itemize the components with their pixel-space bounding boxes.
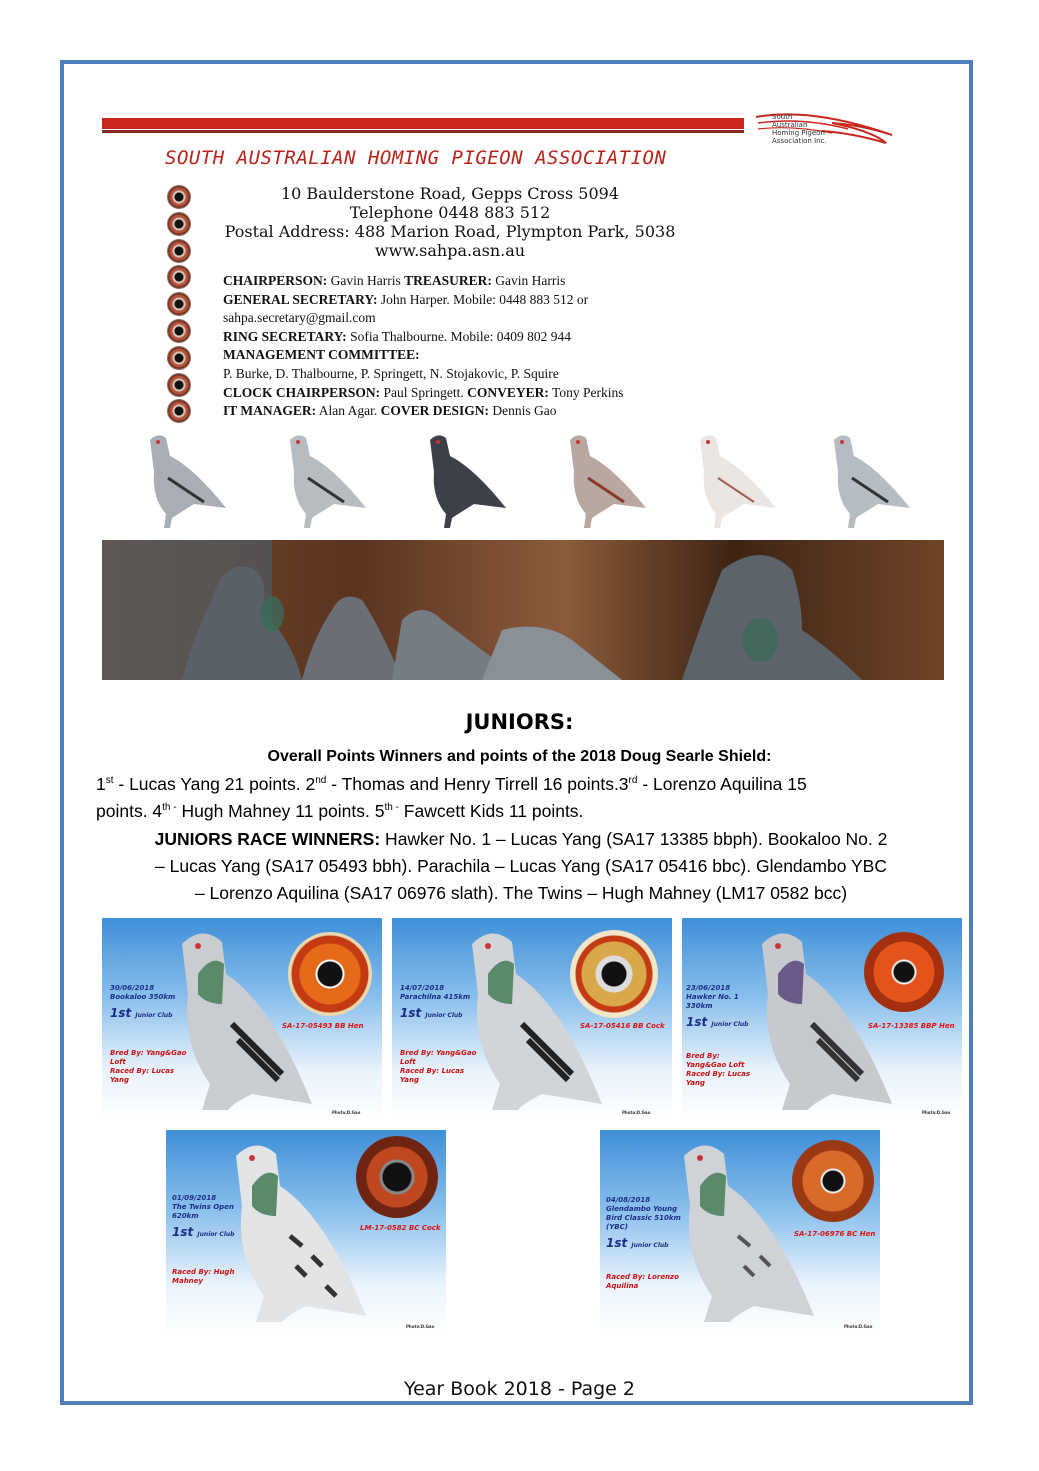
loft-photo — [102, 540, 944, 680]
pigeon-eye-closeup — [288, 932, 372, 1016]
pigeon-eye-icon — [168, 293, 190, 315]
winner-card-3 — [682, 918, 962, 1120]
ring-number: SA-17-05416 BB Cock — [580, 1022, 665, 1030]
winner-card-4 — [166, 1130, 446, 1334]
pigeon-eye-icon — [168, 186, 190, 208]
pigeon-image — [684, 428, 784, 532]
card-caption: 14/07/2018 Parachilna 415km 1st Junior Club Bred By: Yang&Gao Loft Raced By: Lucas Yang — [400, 984, 477, 1084]
address-line: 10 Baulderstone Road, Gepps Cross 5094 — [280, 184, 620, 203]
card-caption: 01/09/2018 The Twins Open 620km 1st Junior Club Raced By: Hugh Mahney — [172, 1194, 235, 1285]
mgmt-members: P. Burke, D. Thalbourne, P. Springett, N. Stojakovic, P. Squire — [223, 365, 559, 381]
card-caption: 23/06/2018 Hawker No. 1 330km 1st Junior Club Bred By: Yang&Gao Loft Raced By: Lucas Yang — [686, 984, 751, 1087]
mgmt-label: MANAGEMENT COMMITTEE: — [223, 347, 420, 363]
card-caption: 30/06/2018 Bookaloo 350km 1st Junior Club Bred By: Yang&Gao Loft Raced By: Lucas Yang — [110, 984, 187, 1084]
chair-row: CHAIRPERSON: Gavin Harris TREASURER: Gavin Harris — [223, 273, 566, 288]
winner-card-2 — [392, 918, 672, 1120]
pigeon-image — [818, 428, 918, 532]
pigeon-eye-closeup — [356, 1136, 438, 1218]
photo-credit: Photo:D.Gao — [406, 1324, 435, 1329]
pigeon-eye-icon — [168, 320, 190, 342]
logo-line-3: Homing Pigeon — [772, 129, 825, 137]
pigeon-photo-row — [102, 428, 944, 532]
pigeon-image — [134, 428, 234, 532]
pigeon-eye-closeup — [792, 1140, 874, 1222]
photo-credit: Photo:D.Gao — [332, 1110, 361, 1115]
pigeon-eye-icon — [168, 347, 190, 369]
gensec-email[interactable]: sahpa.secretary@gmail.com — [223, 310, 376, 326]
logo-line-1: South — [772, 113, 793, 121]
pigeon-eye-closeup — [864, 932, 944, 1012]
ring-number: SA-17-13385 BBP Hen — [868, 1022, 955, 1030]
header-red-bar — [102, 118, 744, 129]
winner-card-5 — [600, 1130, 880, 1334]
ring-number: LM-17-0582 BC Cock — [360, 1224, 441, 1232]
eye-column — [166, 186, 194, 427]
page-footer: Year Book 2018 - Page 2 — [403, 1378, 635, 1400]
pigeon-eye-icon — [168, 374, 190, 396]
juniors-subtitle: Overall Points Winners and points of the 2018 Doug Searle Shield: — [267, 748, 772, 765]
pigeon-eye-icon — [168, 266, 190, 288]
pigeon-eye-icon — [168, 400, 190, 422]
gensec-row: GENERAL SECRETARY: John Harper. Mobile: 0448 883 512 or — [223, 291, 589, 307]
pigeon-eye-closeup — [570, 930, 658, 1018]
card-caption: 04/08/2018 Glendambo Young Bird Classic 510km (YBC) 1st Junior Club Raced By: Lorenzo Aquilina — [606, 1196, 681, 1290]
photo-credit: Photo:D.Gao — [844, 1324, 873, 1329]
ringsec-row: RING SECRETARY: Sofia Thalbourne. Mobile: 0409 802 944 — [223, 328, 572, 344]
it-row: IT MANAGER: Alan Agar. COVER DESIGN: Dennis Gao — [223, 403, 557, 419]
association-name: SOUTH AUSTRALIAN HOMING PIGEON ASSOCIATION — [165, 147, 667, 169]
website-line[interactable]: www.sahpa.asn.au — [374, 241, 526, 260]
officers-list — [223, 272, 623, 421]
clock-row: CLOCK CHAIRPERSON: Paul Springett. CONVEYER: Tony Perkins — [223, 384, 624, 400]
points-line-1: 1st - Lucas Yang 21 points. 2nd - Thomas and Henry Tirrell 16 points.3rd - Lorenzo Aquilina 15 — [96, 774, 807, 794]
points-line-2: points. $4^{th -}$ Hugh Mahney 11 points. $5^{th -}$ Fawcett Kids 11 points. — [96, 801, 584, 821]
winner-card-1 — [102, 918, 382, 1120]
race-winners-line-1: JUNIORS RACE WINNERS: Hawker No. 1 – Lucas Yang (SA17 13385 bbph). Bookaloo No. 2 — [154, 829, 888, 849]
telephone-line: Telephone 0448 883 512 — [349, 203, 551, 222]
logo-line-4: Association Inc. — [772, 137, 827, 145]
ring-number: SA-17-05493 BB Hen — [282, 1022, 364, 1030]
photo-credit: Photo:D.Gao — [622, 1110, 651, 1115]
race-winners-line-3: – Lorenzo Aquilina (SA17 06976 slath). The Twins – Hugh Mahney (LM17 0582 bcc) — [194, 883, 848, 903]
pigeon-image — [414, 428, 514, 532]
pigeon-eye-icon — [168, 240, 190, 262]
postal-address-line: Postal Address: 488 Marion Road, Plympton Park, 5038 — [224, 222, 676, 241]
pigeon-image — [274, 428, 374, 532]
ring-number: SA-17-06976 BC Hen — [794, 1230, 876, 1238]
juniors-title: JUNIORS: — [465, 710, 574, 734]
photo-credit: Photo:D.Gao — [922, 1110, 951, 1115]
logo-line-2: Australian — [772, 121, 808, 129]
pigeon-image — [554, 428, 654, 532]
pigeon-eye-icon — [168, 213, 190, 235]
association-logo — [752, 107, 902, 165]
race-winners-line-2: – Lucas Yang (SA17 05493 bbh). Parachila – Lucas Yang (SA17 05416 bbc). Glendambo YBC — [155, 856, 887, 876]
header-red-bar-shadow — [102, 130, 744, 133]
